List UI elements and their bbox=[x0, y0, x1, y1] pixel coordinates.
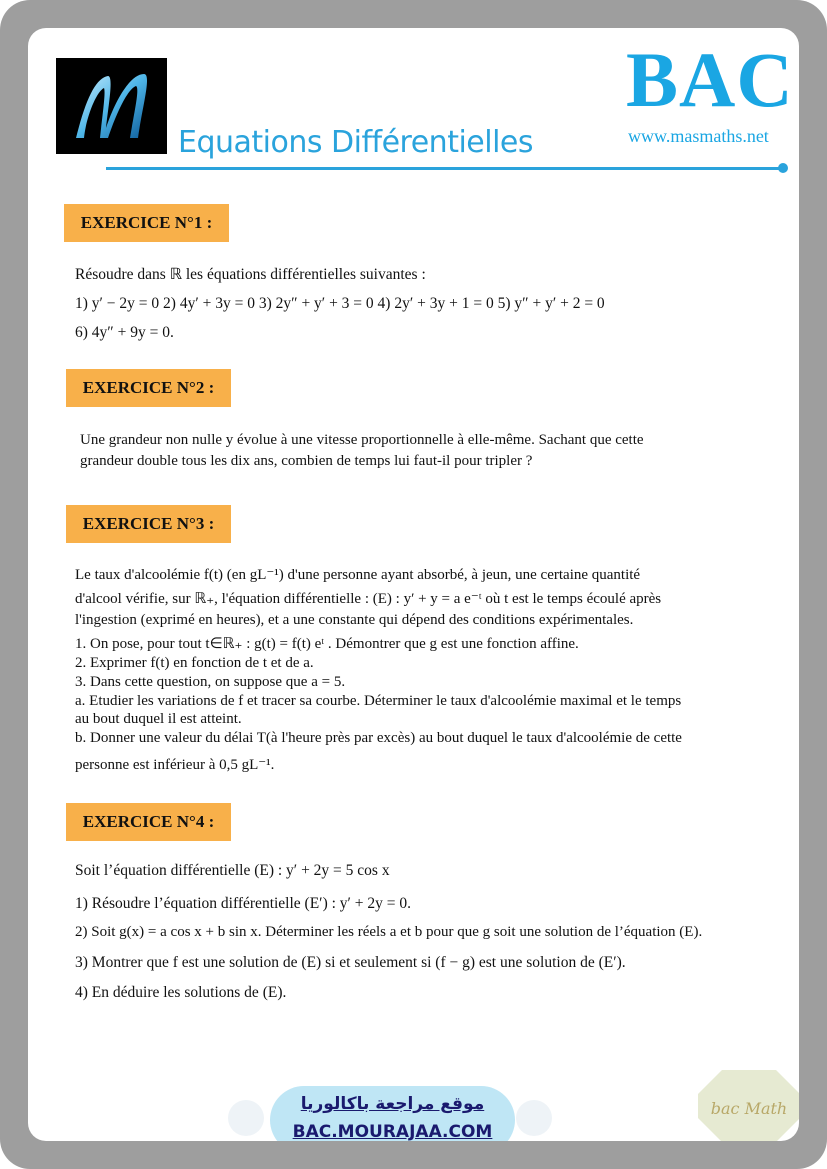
exercise-3-line-7: a. Etudier les variations de f et tracer sa courbe. Déterminer le taux d'alcoolémie maximal et le temps bbox=[75, 693, 682, 709]
exercise-3-label: EXERCICE N°3 : bbox=[66, 505, 231, 543]
exercise-2-line-2: grandeur double tous les dix ans, combien de temps lui faut-il pour tripler ? bbox=[80, 453, 533, 469]
exercise-1-line-3: 6) 4y″ + 9y = 0. bbox=[75, 324, 174, 341]
brand-title: BAC bbox=[626, 36, 794, 123]
exercise-3-line-4: 1. On pose, pour tout t∈ℝ₊ : g(t) = f(t) eᵗ . Démontrer que g est une fonction affine. bbox=[75, 636, 579, 652]
exercise-4-line-4: 3) Montrer que f est une solution de (E) si et seulement si (f − g) est une solution de (E′). bbox=[75, 954, 626, 971]
page-title: Equations Différentielles bbox=[178, 125, 533, 160]
footer-right-icon bbox=[516, 1100, 552, 1136]
exercise-3-line-5: 2. Exprimer f(t) en fonction de t et de a. bbox=[75, 655, 314, 671]
exercise-3-line-2: d'alcool vérifie, sur ℝ₊, l'équation différentielle : (E) : y′ + y = a e⁻ᵗ où t est le temps écoulé après bbox=[75, 591, 662, 607]
exercise-4-line-5: 4) En déduire les solutions de (E). bbox=[75, 984, 287, 1001]
exercise-3-line-8: au bout duquel il est atteint. bbox=[75, 711, 242, 727]
bac-math-badge bbox=[696, 1068, 799, 1141]
title-underline bbox=[106, 167, 782, 170]
footer-url-link[interactable]: BAC.MOURAJAA.COM bbox=[292, 1122, 493, 1141]
site-link[interactable]: www.masmaths.net bbox=[628, 126, 769, 146]
exercise-4-line-1: Soit l’équation différentielle (E) : y′ + 2y = 5 cos x bbox=[75, 862, 390, 879]
exercise-3-line-1: Le taux d'alcoolémie f(t) (en gL⁻¹) d'une personne ayant absorbé, à jeun, une certaine quantité bbox=[75, 567, 641, 583]
exercise-3-line-3: l'ingestion (exprimé en heures), et a une constante qui dépend des conditions expérimentales. bbox=[75, 612, 634, 628]
bac-math-badge-text: bac Math bbox=[710, 1099, 788, 1118]
document-page bbox=[28, 28, 799, 1141]
exercise-4-line-3: 2) Soit g(x) = a cos x + b sin x. Déterminer les réels a et b pour que g soit une solution de l’équation (E). bbox=[75, 924, 703, 940]
exercise-2-line-1: Une grandeur non nulle y évolue à une vitesse proportionnelle à elle-même. Sachant que cette bbox=[80, 432, 644, 448]
footer-left-icon bbox=[228, 1100, 264, 1136]
masmaths-logo bbox=[56, 58, 167, 154]
exercise-2-label: EXERCICE N°2 : bbox=[66, 369, 231, 407]
exercise-3-line-10: personne est inférieur à 0,5 gL⁻¹. bbox=[75, 757, 275, 773]
exercise-3-line-6: 3. Dans cette question, on suppose que a = 5. bbox=[75, 674, 346, 690]
exercise-3-line-9: b. Donner une valeur du délai T(à l'heure près par excès) au bout duquel le taux d'alcoolémie de cette bbox=[75, 730, 682, 746]
title-underline-dot bbox=[778, 163, 788, 173]
exercise-4-label: EXERCICE N°4 : bbox=[66, 803, 231, 841]
exercise-1-label: EXERCICE N°1 : bbox=[64, 204, 229, 242]
footer-arabic-link[interactable]: موقع مراجعة باكالوريا bbox=[300, 1094, 485, 1114]
exercise-1-line-2: 1) y′ − 2y = 0 2) 4y′ + 3y = 0 3) 2y″ + y′ + 3 = 0 4) 2y′ + 3y + 1 = 0 5) y″ + y′ + 2 = 0 bbox=[75, 295, 605, 312]
exercise-4-line-2: 1) Résoudre l’équation différentielle (E′) : y′ + 2y = 0. bbox=[75, 895, 412, 912]
exercise-1-line-1: Résoudre dans ℝ les équations différentielles suivantes : bbox=[75, 266, 426, 283]
